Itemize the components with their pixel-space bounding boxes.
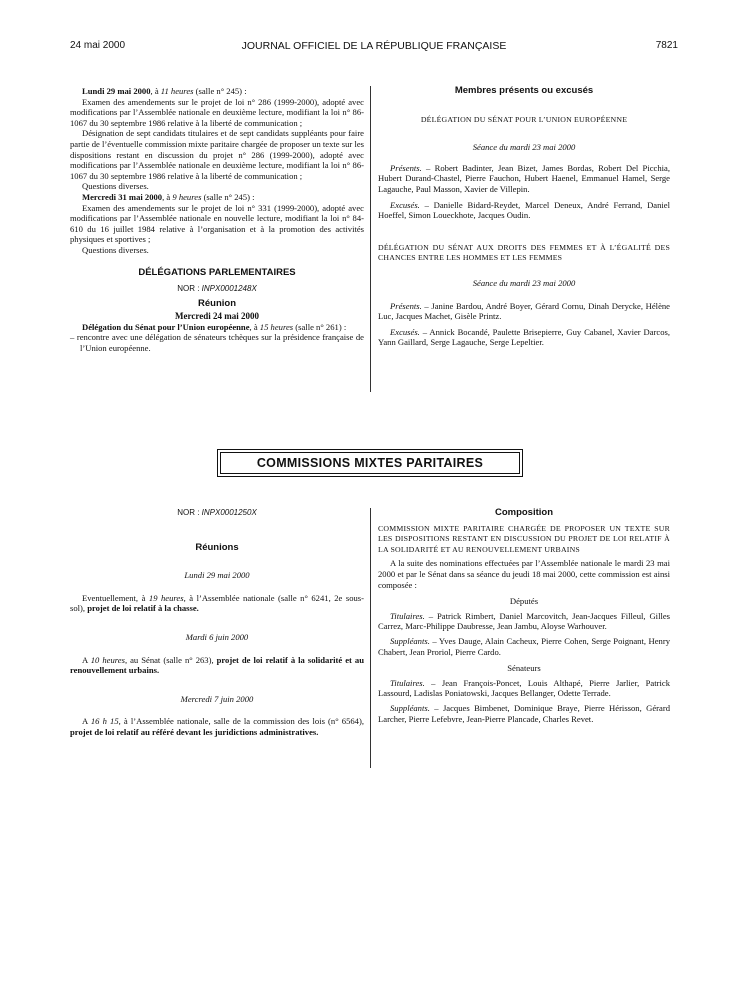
- delegation-1-seance: Séance du mardi 23 mai 2000: [472, 142, 576, 153]
- agenda-item-2: Désignation de sept candidats titulaires et de sept candidats suppléants pour faire partie de l’éventuelle commission mixte paritaire chargée de proposer un texte sur les dispositions restant en discussion du projet n° 286 (1999-2000), adopté avec modifications par l’Assemblée nationale en deuxième lecture, modifiant la loi n° 86-1067 du 30 septembre 1986 relative à la liberté de communication ;: [70, 128, 364, 181]
- delegation-2-seance: Séance du mardi 23 mai 2000: [472, 277, 576, 288]
- cmp-intro: A la suite des nominations effectuées par l’Assemblée nationale le mardi 23 mai 2000 et par le Sénat dans sa séance du jeudi 18 mai 2000, cette commission est ainsi composée :: [378, 558, 670, 590]
- session-2-text: A 10 heures, au Sénat (salle n° 263), projet de loi relatif à la solidarité et au renouvellement urbains.: [70, 654, 364, 676]
- session-1-text: Eventuellement, à 19 heures, à l’Assemblée nationale (salle n° 6241, 2e sous-sol), projet de loi relatif à la chasse.: [70, 592, 364, 614]
- page-number: 7821: [655, 40, 678, 51]
- header-date: 24 mai 2000: [70, 40, 126, 51]
- delegation-2-presents: Présents. – Janine Bardou, André Boyer, Gérard Cornu, Dinah Derycke, Hélène Luc, Jacques Machet, Gisèle Printz.: [378, 300, 670, 322]
- cmp-title: COMMISSION MIXTE PARITAIRE CHARGÉE DE PROPOSER UN TEXTE SUR LES DISPOSITIONS RESTANT EN DISCUSSION DU PROJET DE LOI RELATIF À LA SOLIDARITÉ ET AU RENOUVELLEMENT URBAINS: [378, 523, 670, 554]
- nor-reference-cmp: NOR : INPX0001250X: [177, 508, 257, 517]
- delegation-2-excuses: Excusés. – Annick Bocandé, Paulette Brisepierre, Guy Cabanel, Xavier Darcos, Yann Gaillard, Serge Lagauche, Serge Lepeltier.: [378, 326, 670, 348]
- members-heading: Membres présents ou excusés: [454, 85, 594, 96]
- top-left-column: [70, 86, 364, 354]
- deputes-suppleants: Suppléants. – Yves Dauge, Alain Cacheux, Pierre Cohen, Serge Poignant, Henry Chabert, Jean Proriol, Pierre Cardo.: [378, 635, 670, 657]
- session-3-text: A 16 h 15, à l’Assemblée nationale, salle de la commission des lois (n° 6564), projet de loi relatif au référé devant les juridictions administratives.: [70, 716, 364, 737]
- delegation-1-title: DÉLÉGATION DU SÉNAT POUR L’UNION EUROPÉENNE: [420, 114, 628, 124]
- agenda-item-3: Questions diverses.: [82, 181, 149, 192]
- bottom-left-column: [70, 508, 364, 738]
- reunions-heading: Réunions: [195, 541, 239, 553]
- column-divider-top: [370, 86, 371, 392]
- nor-reference: NOR : INPX0001248X: [177, 284, 257, 294]
- agenda-item-4: Examen des amendements sur le projet de loi n° 331 (1999-2000), adopté avec modifications par l’Assemblée nationale en nouvelle lecture, modifiant la loi n° 84-610 du 16 juillet 1984 relative à l’organisation et à la promotion des activités physiques et sportives ;: [70, 202, 364, 245]
- commissions-mixtes-banner: COMMISSIONS MIXTES PARITAIRES: [220, 452, 520, 474]
- mercredi-heading: Mercredi 31 mai 2000, à 9 heures (salle n° 245) :: [82, 191, 255, 202]
- senateurs-titulaires: Titulaires. – Jean François-Poncet, Louis Althapé, Pierre Jarlier, Patrick Lassourd, Ladislas Poniatowski, Jacques Bellanger, Odette Terrade.: [378, 677, 670, 699]
- bottom-right-column: [378, 508, 670, 724]
- senateurs-heading: Sénateurs: [507, 663, 541, 674]
- delegation-1-presents: Présents. – Robert Badinter, Jean Bizet, James Bordas, Robert Del Picchia, Hubert Durand-Chastel, Pierre Fauchon, Hubert Haenel, Emmanuel Hamel, Serge Lagauche, Paul Masson, Xavier de Villepin.: [378, 162, 670, 194]
- session-3-date: Mercredi 7 juin 2000: [180, 693, 254, 704]
- reunion-date: Mercredi 24 mai 2000: [175, 311, 259, 322]
- delegation-meeting: Délégation du Sénat pour l’Union européenne, à 15 heures (salle n° 261) :: [82, 321, 347, 332]
- reunion-heading: Réunion: [198, 297, 236, 309]
- deputes-heading: Députés: [509, 596, 539, 607]
- top-right-column: [378, 86, 670, 348]
- session-1-date: Lundi 29 mai 2000: [184, 570, 250, 581]
- deputes-titulaires: Titulaires. – Patrick Rimbert, Daniel Marcovitch, Jean-Jacques Filleul, Gilles Carrez, Marc-Philippe Daubresse, Jean Jambu, Aloyse Warhouver.: [378, 610, 670, 632]
- delegation-2-title: DÉLÉGATION DU SÉNAT AUX DROITS DES FEMMES ET À L’ÉGALITÉ DES CHANCES ENTRE LES HOMMES ET LES FEMMES: [378, 242, 670, 263]
- lundi-heading: Lundi 29 mai 2000, à 11 heures (salle n° 245) :: [82, 86, 247, 96]
- delegation-meeting-item: – rencontre avec une délégation de sénateurs tchèques sur la présidence française de l’Union européenne.: [70, 332, 364, 354]
- journal-title: JOURNAL OFFICIEL DE LA RÉPUBLIQUE FRANÇAISE: [241, 40, 507, 52]
- delegation-1-excuses: Excusés. – Danielle Bidard-Reydet, Marcel Deneux, André Ferrand, Daniel Hoeffel, Simon Loueckhote, Jacques Oudin.: [378, 199, 670, 221]
- senateurs-suppleants: Suppléants. – Jacques Bimbenet, Dominique Braye, Pierre Hérisson, Gérard Larcher, Pierre Lefebvre, Jean-Pierre Plancade, Charles Revet.: [378, 702, 670, 724]
- agenda-item-5: Questions diverses.: [82, 244, 149, 255]
- composition-heading: Composition: [494, 507, 554, 518]
- column-divider-bottom: [370, 508, 371, 768]
- agenda-item-1: Examen des amendements sur le projet de loi n° 286 (1999-2000), adopté avec modifications par l’Assemblée nationale en deuxième lecture, modifiant la loi n° 86-1067 du 30 septembre 1986 relative à la liberté de communication ;: [70, 96, 364, 128]
- delegations-heading: DÉLÉGATIONS PARLEMENTAIRES: [138, 266, 296, 278]
- session-2-date: Mardi 6 juin 2000: [185, 631, 249, 642]
